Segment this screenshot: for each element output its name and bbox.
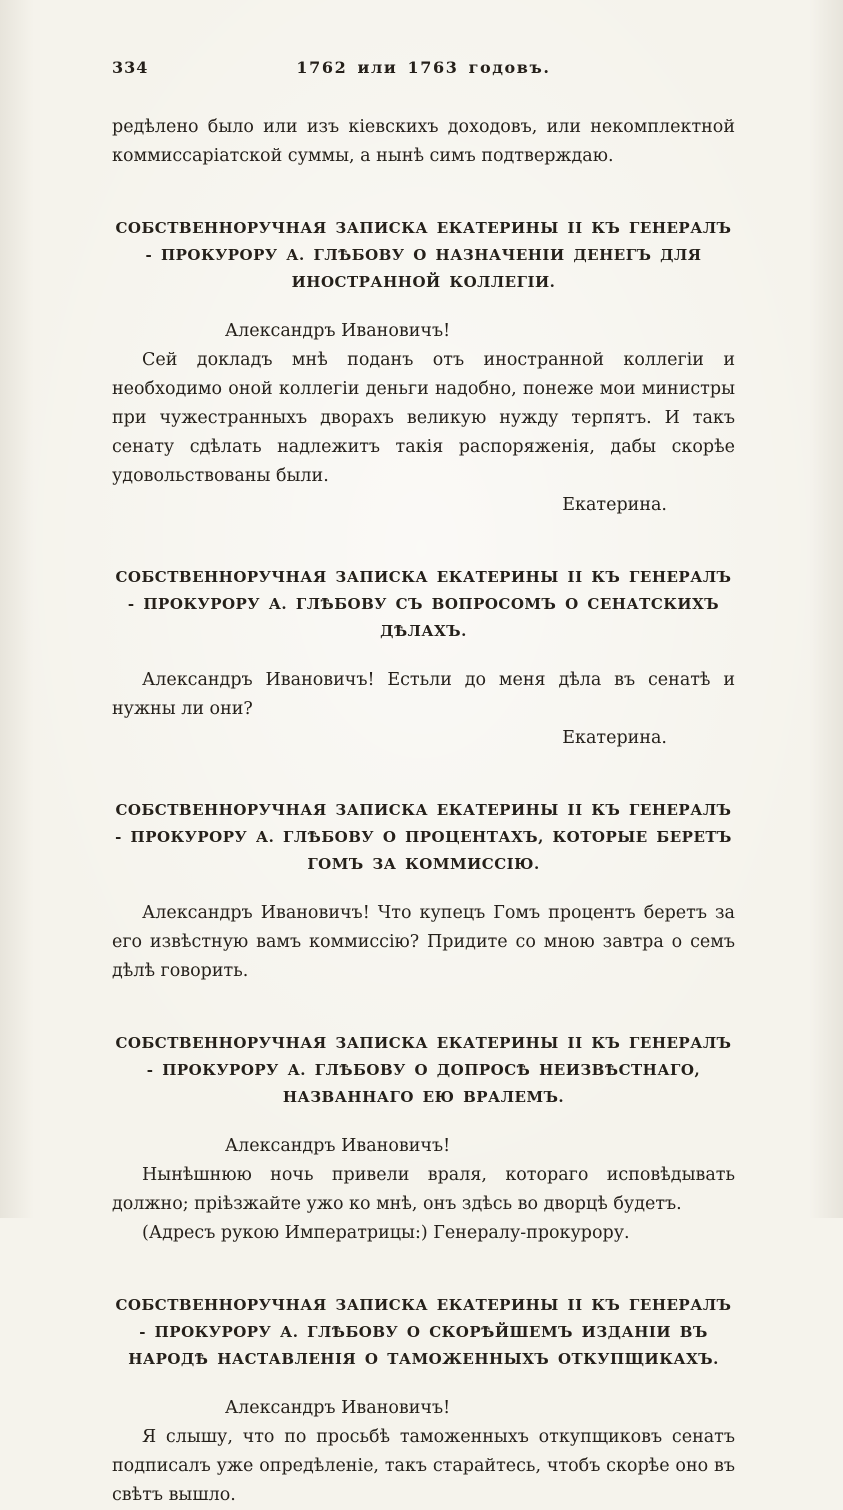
note-body-paragraph: Сей докладъ мнѣ поданъ отъ иностранной коллегіи и необходимо оной коллегіи деньги надобно, понеже мои министры при чужестранныхъ дворахъ великую нужду терпятъ. И такъ сенату сдѣлать надлежитъ такія распоряженія, дабы скорѣе удовольствованы были. <box>112 350 735 486</box>
signature: Екатерина. <box>562 495 667 515</box>
note-section-customs-farmers <box>112 1292 735 1510</box>
note-section-money-foreign-college <box>112 215 735 520</box>
continuation-paragraph: редѣлено было или изъ кіевскихъ доходовъ, или некомплектной коммиссаріатской суммы, а нынѣ симъ подтверждаю. <box>112 117 735 166</box>
signature: Екатерина. <box>562 728 667 748</box>
page-header <box>112 58 735 77</box>
running-title: 1762 или 1763 годовъ. <box>296 58 551 77</box>
section-heading: СОБСТВЕННОРУЧНАЯ ЗАПИСКА ЕКАТЕРИНЫ II КЪ ГЕНЕРАЛЪ - ПРОКУРОРУ А. ГЛѢБОВУ О ПРОЦЕНТАХЪ, КОТОРЫЕ БЕРЕТЪ ГОМЪ ЗА КОММИССІЮ. <box>115 801 732 873</box>
salutation: Александръ Ивановичъ! <box>224 1398 451 1418</box>
note-body-paragraph: Нынѣшнюю ночь привели враля, котораго исповѣдывать должно; пріѣзжайте ужо ко мнѣ, онъ здѣсь во дворцѣ будетъ. <box>112 1165 735 1214</box>
note-body-paragraph: Я слышу, что по просьбѣ таможенныхъ откупщиковъ сенатъ подписалъ уже опредѣленіе, такъ старайтесь, чтобъ скорѣе оно въ свѣтъ вышло. <box>112 1427 735 1505</box>
note-address-paragraph: (Адресъ рукою Императрицы:) Генералу-прокурору. <box>142 1223 630 1243</box>
note-body-paragraph: Александръ Ивановичъ! Естьли до меня дѣла въ сенатѣ и нужны ли они? <box>112 670 735 719</box>
note-section-senate-affairs <box>112 564 735 753</box>
page-number: 334 <box>112 58 149 77</box>
section-heading: СОБСТВЕННОРУЧНАЯ ЗАПИСКА ЕКАТЕРИНЫ II КЪ ГЕНЕРАЛЪ - ПРОКУРОРУ А. ГЛѢБОВУ О СКОРѢЙШЕМЪ ИЗДАНІИ ВЪ НАРОДѢ НАСТАВЛЕНІЯ О ТАМОЖЕННЫХЪ ОТКУПЩИКАХЪ. <box>115 1296 732 1368</box>
salutation: Александръ Ивановичъ! <box>224 321 451 341</box>
section-heading: СОБСТВЕННОРУЧНАЯ ЗАПИСКА ЕКАТЕРИНЫ II КЪ ГЕНЕРАЛЪ - ПРОКУРОРУ А. ГЛѢБОВУ СЪ ВОПРОСОМЪ О СЕНАТСКИХЪ ДѢЛАХЪ. <box>115 568 732 640</box>
note-section-gom-commission <box>112 797 735 986</box>
salutation: Александръ Ивановичъ! <box>224 1136 451 1156</box>
section-heading: СОБСТВЕННОРУЧНАЯ ЗАПИСКА ЕКАТЕРИНЫ II КЪ ГЕНЕРАЛЪ - ПРОКУРОРУ А. ГЛѢБОВУ О НАЗНАЧЕНІИ ДЕНЕГЪ ДЛЯ ИНОСТРАННОЙ КОЛЛЕГІИ. <box>115 219 732 291</box>
section-heading: СОБСТВЕННОРУЧНАЯ ЗАПИСКА ЕКАТЕРИНЫ II КЪ ГЕНЕРАЛЪ - ПРОКУРОРУ А. ГЛѢБОВУ О ДОПРОСѢ НЕИЗВѢСТНАГО, НАЗВАННАГО ЕЮ ВРАЛЕМЪ. <box>115 1034 732 1106</box>
note-body-paragraph: Александръ Ивановичъ! Что купецъ Гомъ процентъ беретъ за его извѣстную вамъ коммиссію? Придите со мною завтра о семъ дѣлѣ говорить. <box>112 903 735 981</box>
note-section-interrogation <box>112 1030 735 1248</box>
